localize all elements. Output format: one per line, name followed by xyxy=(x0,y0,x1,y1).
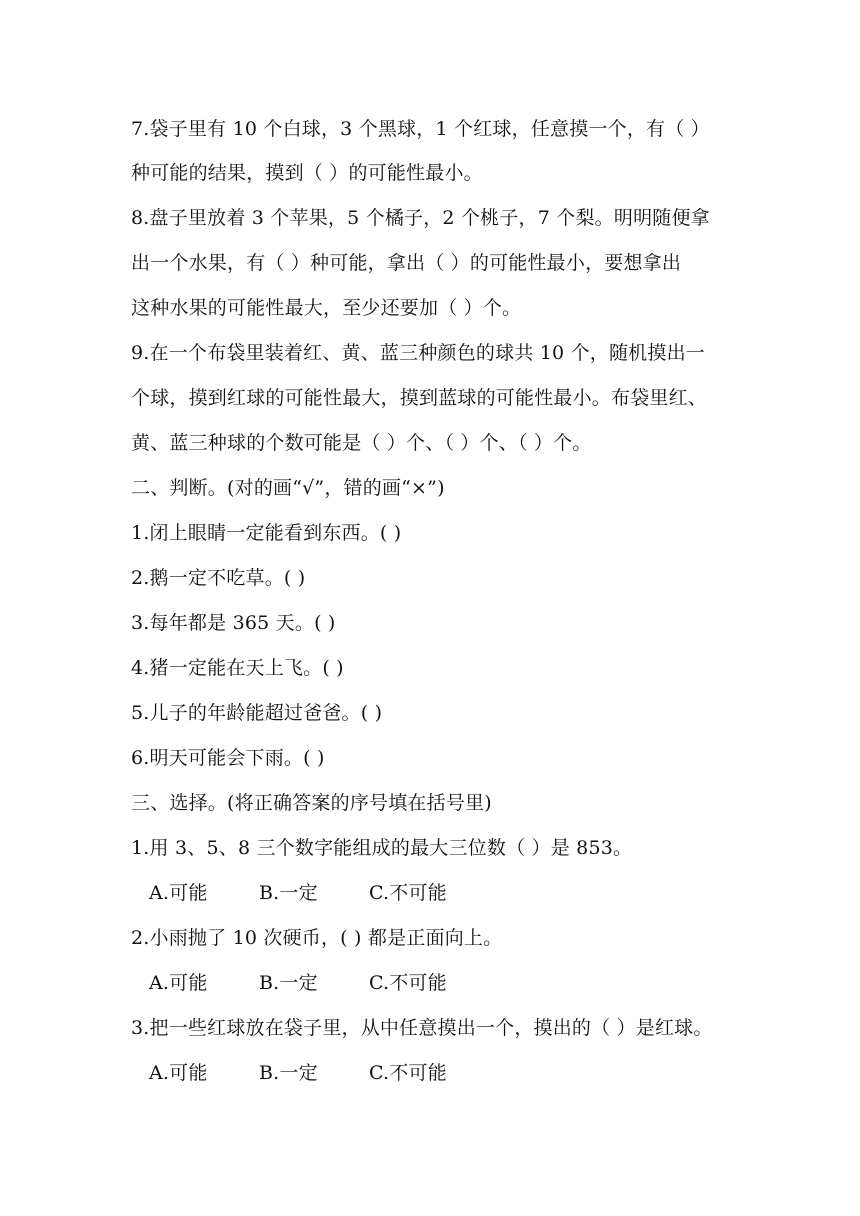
q8-line-1: 8.盘子里放着 3 个苹果，5 个橘子，2 个桃子，7 个梨。明明随便拿 xyxy=(131,207,710,229)
q9-line-2: 个球，摸到红球的可能性最大，摸到蓝球的可能性最小。布袋里红、 xyxy=(131,387,708,409)
q7-line-1: 7.袋子里有 10 个白球，3 个黑球，1 个红球，任意摸一个，有（ ） xyxy=(131,118,710,140)
q8-line-2: 出一个水果，有（ ）种可能，拿出（ ）的可能性最小，要想拿出 xyxy=(131,252,682,274)
choice-question-3: 3.把一些红球放在袋子里，从中任意摸出一个，摸出的（ ）是红球。 xyxy=(131,1017,713,1039)
judge-item: 1.闭上眼睛一定能看到东西。( ) xyxy=(131,522,402,544)
choice-options-1 xyxy=(149,881,447,905)
judge-item: 3.每年都是 365 天。( ) xyxy=(131,612,336,634)
q8-line-3: 这种水果的可能性最大，至少还要加（ ）个。 xyxy=(131,297,522,319)
judge-item: 5.儿子的年龄能超过爸爸。( ) xyxy=(131,702,383,724)
choice-question-1: 1.用 3、5、8 三个数字能组成的最大三位数（ ）是 853。 xyxy=(131,837,633,859)
judge-heading: 二、判断。(对的画“√”，错的画“×”) xyxy=(131,477,445,499)
choice-heading: 三、选择。(将正确答案的序号填在括号里) xyxy=(131,792,492,814)
judge-item: 2.鹅一定不吃草。( ) xyxy=(131,567,306,589)
option-a: A.可能 xyxy=(149,1062,208,1084)
choice-options-3 xyxy=(149,1061,447,1085)
q9-line-1: 9.在一个布袋里装着红、黄、蓝三种颜色的球共 10 个，随机摸出一 xyxy=(131,342,705,364)
judge-item: 4.猪一定能在天上飞。( ) xyxy=(131,657,344,679)
choice-question-2: 2.小雨抛了 10 次硬币，( ) 都是正面向上。 xyxy=(131,927,503,949)
option-b: B.一定 xyxy=(259,1062,318,1084)
option-b: B.一定 xyxy=(259,972,318,994)
q9-line-3: 黄、蓝三种球的个数可能是（ ）个、（ ）个、（ ）个。 xyxy=(131,432,592,454)
judge-item: 6.明天可能会下雨。( ) xyxy=(131,747,325,769)
option-c: C.不可能 xyxy=(369,1062,447,1084)
option-b: B.一定 xyxy=(259,882,318,904)
option-a: A.可能 xyxy=(149,882,208,904)
option-a: A.可能 xyxy=(149,972,208,994)
option-c: C.不可能 xyxy=(369,972,447,994)
option-c: C.不可能 xyxy=(369,882,447,904)
choice-options-2 xyxy=(149,971,447,995)
q7-line-2: 种可能的结果，摸到（ ）的可能性最小。 xyxy=(131,162,483,184)
